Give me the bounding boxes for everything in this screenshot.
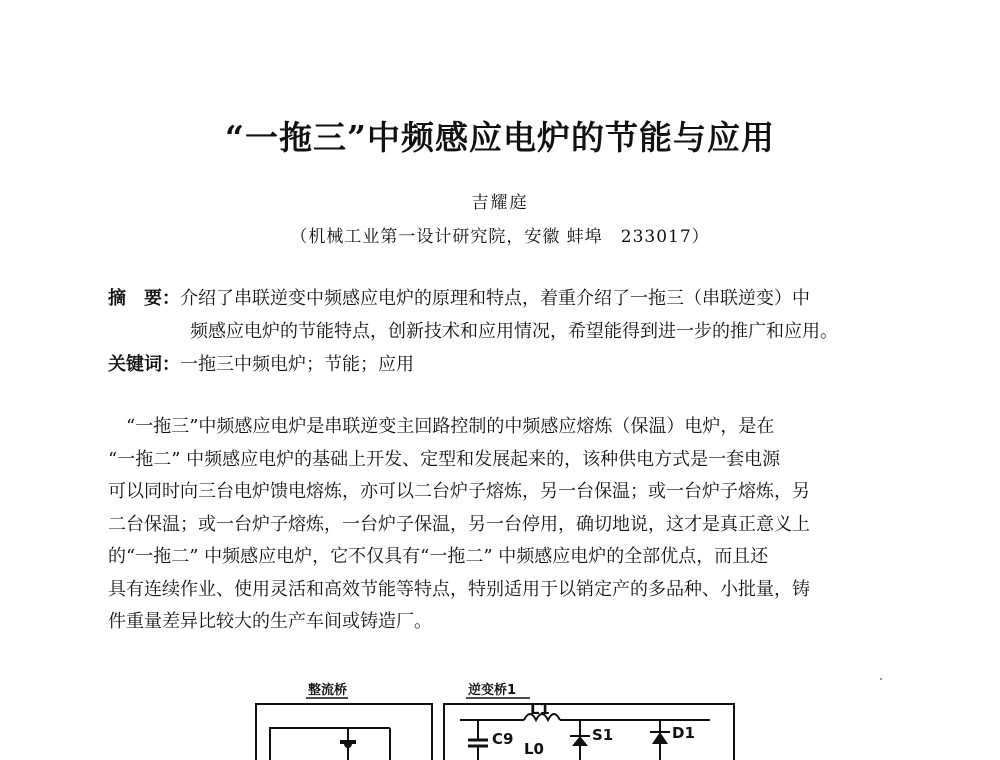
rectifier-label: 整流桥 [308, 683, 348, 698]
body-line: 二台保温；或一台炉子熔炼，一台炉子保温，另一台停用，确切地说，这才是真正意义上 [108, 513, 810, 535]
abstract-text-line-1: 介绍了串联逆变中频感应电炉的原理和特点，着重介绍了一拖三（串联逆变）中 [180, 288, 810, 309]
s1-label: S1 [592, 726, 614, 744]
c9-label: C9 [492, 730, 514, 748]
abstract-first-line [108, 282, 898, 315]
abstract-text-line-2: 频感应电炉的节能特点，创新技术和应用情况，希望能得到进一步的推广和应用。 [190, 321, 838, 342]
paper-title: “一拖三”中频感应电炉的节能与应用 [225, 118, 775, 157]
scan-speck [880, 678, 882, 680]
circuit-diagram [240, 680, 760, 760]
keywords-label: 关键词： [108, 354, 180, 375]
rectifier-box [256, 704, 432, 760]
l0-label: L0 [524, 740, 544, 758]
rectifier-element [340, 740, 356, 744]
d1-label: D1 [672, 724, 695, 742]
inverter-label: 逆变桥1 [468, 683, 517, 698]
body-line: 可以同时向三台电炉馈电熔炼，亦可以二台炉子熔炼，另一台保温；或一台炉子熔炼，另 [108, 481, 810, 502]
keywords-line [108, 348, 898, 381]
author-name: 吉耀庭 [471, 193, 529, 213]
body-paragraph [108, 411, 888, 639]
rectifier-wire [270, 728, 390, 760]
body-line: 具有连续作业、使用灵活和高效节能等特点，特别适用于以销定产的多品种、小批量，铸 [108, 578, 810, 600]
affiliation: （机械工业第一设计研究院，安徽 蚌埠 233017） [290, 227, 710, 247]
keywords-text: 一拖三中频电炉；节能；应用 [180, 354, 414, 375]
body-line: 件重量差异比较大的生产车间或铸造厂。 [108, 611, 432, 632]
s1-symbol [572, 736, 588, 746]
body-line: “一拖三”中频感应电炉是串联逆变主回路控制的中频感应熔炼（保温）电炉，是在 [108, 416, 775, 437]
body-line: 的“一拖二” 中频感应电炉，它不仅具有“一拖二” 中频感应电炉的全部优点，而且还 [108, 546, 769, 567]
body-line: “一拖二” 中频感应电炉的基础上开发、定型和发展起来的，该种供电方式是一套电源 [108, 448, 781, 470]
l1-label: L1 [530, 700, 550, 718]
abstract-block [108, 282, 898, 381]
abstract-label: 摘 要： [108, 288, 180, 309]
d1-symbol [652, 732, 668, 744]
